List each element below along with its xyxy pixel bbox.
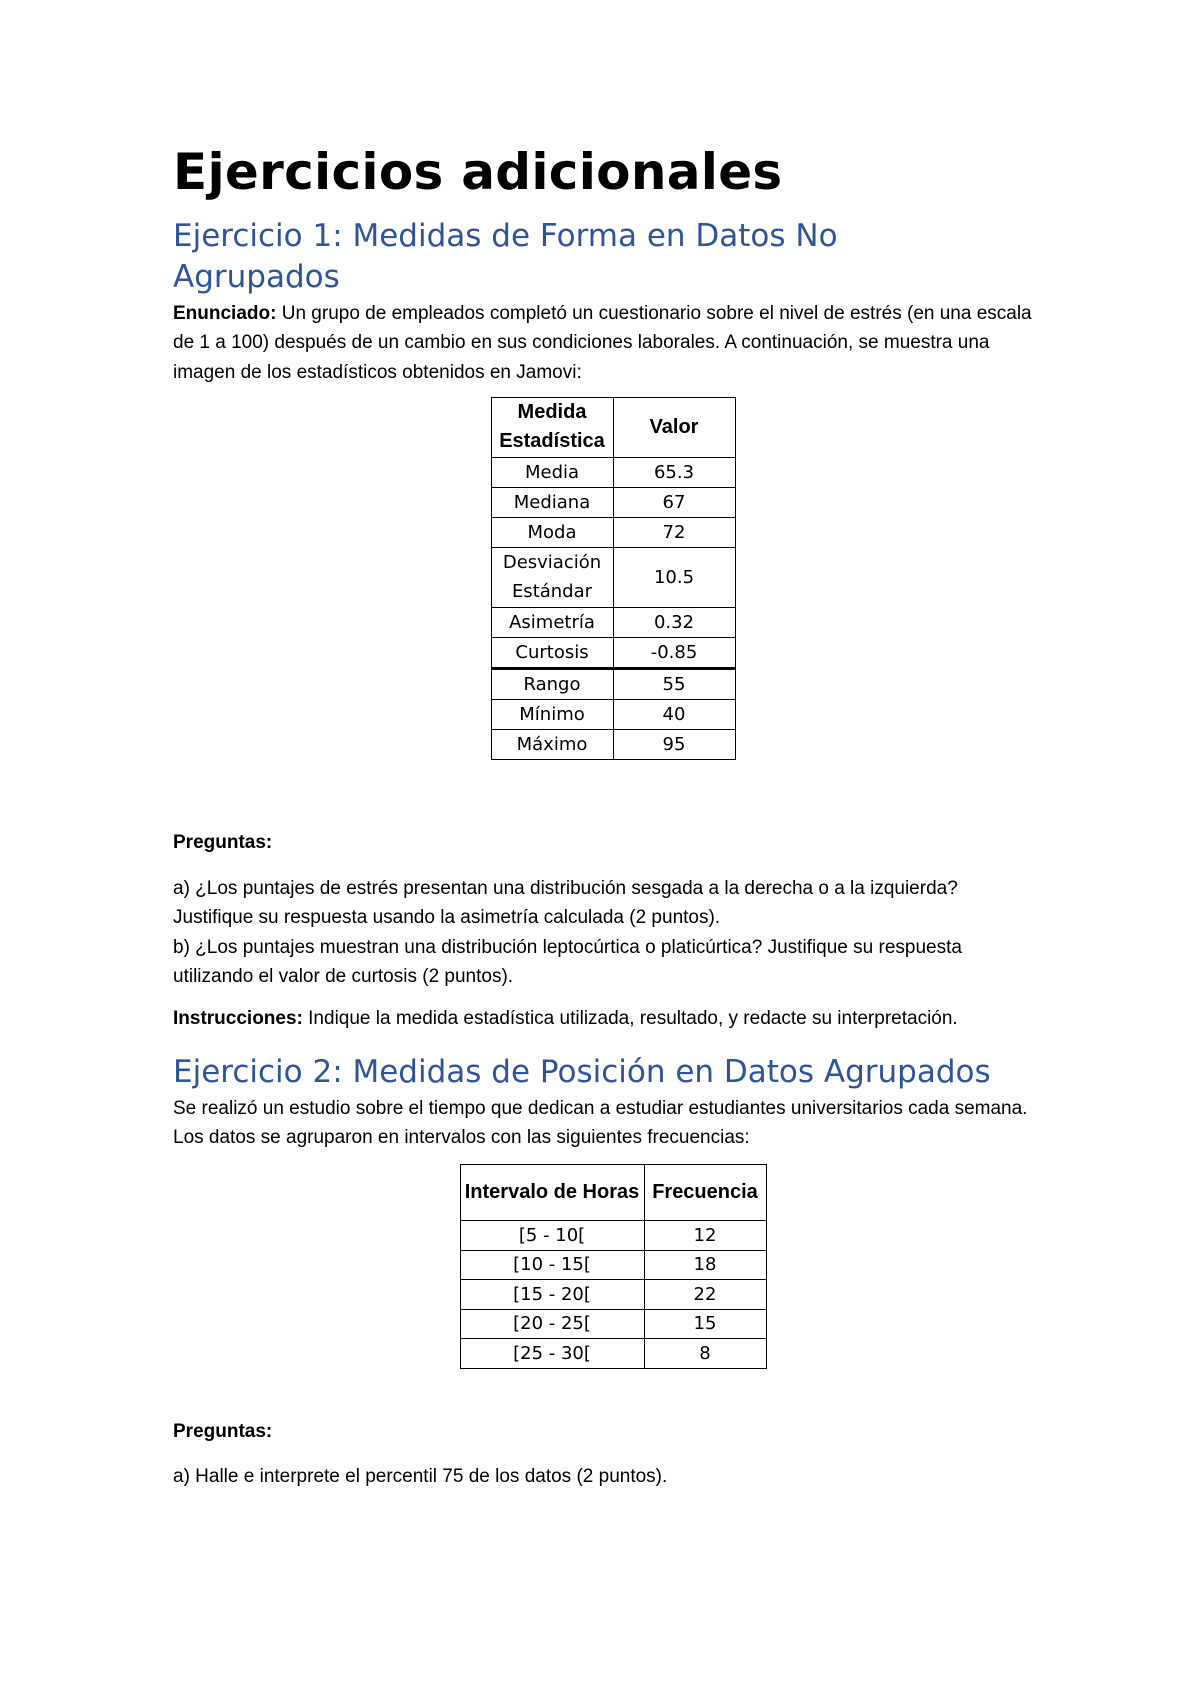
exercise-2-statement: Se realizó un estudio sobre el tiempo que dedican a estudiar estudiantes universitarios cada semana. Los datos se agruparon en intervalos con las siguientes frecuencias: xyxy=(173,1097,1028,1148)
exercise-1-heading-line1: Ejercicio 1: Medidas de Forma en Datos No xyxy=(173,218,838,254)
table-row xyxy=(491,517,735,547)
stats-value-cell: 72 xyxy=(613,517,735,547)
exercise-1-instructions xyxy=(173,1004,1053,1033)
exercise-1-questions-label xyxy=(173,828,1053,857)
stats-table-header-row xyxy=(491,397,735,457)
questions-label: Preguntas: xyxy=(173,1420,273,1442)
table-row xyxy=(491,607,735,637)
table-row xyxy=(460,1339,766,1369)
questions-label: Preguntas: xyxy=(173,831,273,853)
frequency-cell: 22 xyxy=(644,1280,766,1310)
interval-cell: [25 - 30[ xyxy=(460,1339,644,1369)
table-row xyxy=(491,547,735,607)
interval-cell: [10 - 15[ xyxy=(460,1250,644,1280)
stats-header-value: Valor xyxy=(613,397,735,457)
instructions-label: Instrucciones: xyxy=(173,1008,303,1030)
stats-measure-cell: Moda xyxy=(491,517,613,547)
exercise-2-heading: Ejercicio 2: Medidas de Posición en Datos Agrupados xyxy=(173,1053,991,1090)
table-row xyxy=(491,729,735,759)
table-row xyxy=(460,1280,766,1310)
table-row xyxy=(491,457,735,487)
stats-value-cell: 55 xyxy=(613,668,735,699)
frequency-cell: 12 xyxy=(644,1221,766,1251)
frequency-header-interval: Intervalo de Horas xyxy=(460,1165,644,1221)
table-row xyxy=(460,1250,766,1280)
stats-measure-cell: Mínimo xyxy=(491,699,613,729)
instructions-text: Indique la medida estadística utilizada, resultado, y redacte su interpretación. xyxy=(302,1008,958,1030)
exercise-2-question-a: a) Halle e interprete el percentil 75 de los datos (2 puntos). xyxy=(173,1466,668,1488)
stats-value-cell: 10.5 xyxy=(613,547,735,607)
stats-measure-cell: Desviación Estándar xyxy=(491,547,613,607)
table-row xyxy=(460,1221,766,1251)
stats-table xyxy=(491,397,736,760)
frequency-table-header-row xyxy=(460,1165,766,1221)
interval-cell: [15 - 20[ xyxy=(460,1280,644,1310)
exercise-1-heading xyxy=(173,216,1053,298)
interval-cell: [5 - 10[ xyxy=(460,1221,644,1251)
stats-measure-cell: Asimetría xyxy=(491,607,613,637)
table-row xyxy=(491,637,735,668)
table-row xyxy=(491,487,735,517)
table-row xyxy=(491,668,735,699)
frequency-cell: 18 xyxy=(644,1250,766,1280)
stats-measure-cell: Media xyxy=(491,457,613,487)
exercise-1-heading-line2: Agrupados xyxy=(173,259,340,295)
stats-value-cell: 65.3 xyxy=(613,457,735,487)
stats-value-cell: -0.85 xyxy=(613,637,735,668)
stats-measure-cell: Curtosis xyxy=(491,637,613,668)
document-title: Ejercicios adicionales xyxy=(173,143,783,201)
frequency-cell: 15 xyxy=(644,1309,766,1339)
exercise-1-statement xyxy=(173,299,1043,387)
table-row xyxy=(460,1309,766,1339)
stats-value-cell: 95 xyxy=(613,729,735,759)
frequency-cell: 8 xyxy=(644,1339,766,1369)
stats-value-cell: 67 xyxy=(613,487,735,517)
stats-header-measure: Medida Estadística xyxy=(491,397,613,457)
exercise-2-questions-label xyxy=(173,1417,1053,1446)
frequency-table xyxy=(460,1164,767,1369)
exercise-1-question-b: b) ¿Los puntajes muestran una distribución leptocúrtica o platicúrtica? Justifique su respuesta utilizando el valor de curtosis (2 puntos). xyxy=(173,936,962,988)
statement-text: Un grupo de empleados completó un cuestionario sobre el nivel de estrés (en una escala de 1 a 100) después de un cambio en sus condiciones laborales. A continuación, se muestra una imagen de los estadísticos obtenidos en Jamovi: xyxy=(173,303,1032,383)
stats-measure-cell: Rango xyxy=(491,668,613,699)
exercise-1-question-a: a) ¿Los puntajes de estrés presentan una distribución sesgada a la derecha o a la izquierda? Justifique su respuesta usando la asimetría calculada (2 puntos). xyxy=(173,878,958,929)
stats-measure-cell: Mediana xyxy=(491,487,613,517)
table-row xyxy=(491,699,735,729)
stats-value-cell: 40 xyxy=(613,699,735,729)
stats-measure-cell: Máximo xyxy=(491,729,613,759)
frequency-header-frequency: Frecuencia xyxy=(644,1165,766,1221)
statement-label: Enunciado: xyxy=(173,303,277,324)
document-page xyxy=(173,140,1053,1491)
interval-cell: [20 - 25[ xyxy=(460,1309,644,1339)
stats-value-cell: 0.32 xyxy=(613,607,735,637)
